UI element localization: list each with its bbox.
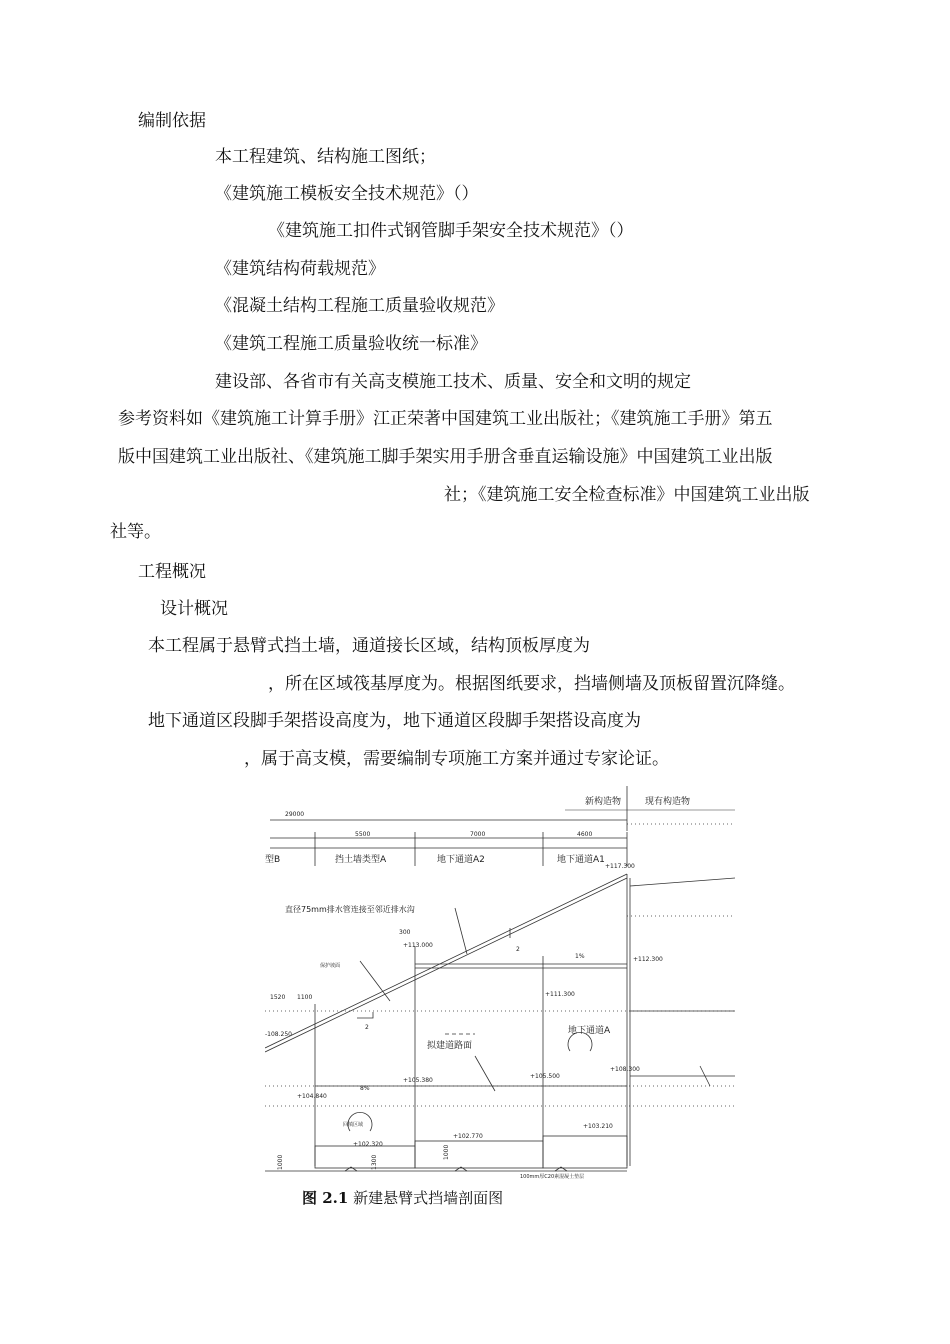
elevation: +104.840 (297, 1093, 327, 1100)
slope-ratio: 2 (365, 1024, 369, 1031)
basis-item: 本工程建筑、结构施工图纸； (215, 147, 436, 167)
small-dim: 1300 (371, 1154, 378, 1170)
slope-ratio: 2 (516, 946, 520, 953)
tunnel-label: 地下通道A (568, 1026, 611, 1036)
drain-note: 直径75mm排水管连接至邻近排水沟 (285, 905, 415, 914)
dim-total: 29000 (285, 811, 305, 818)
elevation: +105.500 (530, 1073, 560, 1080)
grade-label: 8% (360, 1085, 370, 1092)
elevation: +108.300 (610, 1066, 640, 1073)
elevation: +103.210 (583, 1123, 613, 1130)
label-existing-structure: 现有构造物 (645, 797, 691, 807)
reference-line: 社等。 (110, 522, 161, 542)
elevation: +113.000 (403, 942, 433, 949)
overview-paragraph-line: 地下通道区段脚手架搭设高度为，地下通道区段脚手架搭设高度为 (148, 711, 641, 731)
section-heading-overview: 工程概况 (138, 562, 206, 582)
small-dim: 300 (399, 929, 411, 936)
elevation: +105.380 (403, 1077, 433, 1084)
basis-item: 《混凝土结构工程施工质量验收规范》 (215, 296, 504, 316)
elevation: +117.300 (605, 863, 635, 870)
basis-item: 《建筑工程施工质量验收统一标准》 (215, 334, 487, 354)
small-dim: 1000 (277, 1154, 284, 1170)
road-label: 拟建道路面 (427, 1041, 473, 1051)
backfill-label: 回填区域 (343, 1122, 364, 1128)
small-dim: 1000 (443, 1144, 450, 1160)
basis-item: 建设部、各省市有关高支模施工技术、质量、安全和文明的规定 (215, 372, 691, 392)
section-heading-basis: 编制依据 (138, 111, 206, 131)
elevation: -108.250 (265, 1031, 292, 1038)
dim-segment: 7000 (470, 831, 486, 838)
caption-text: 新建悬臂式挡墙剖面图 (353, 1189, 504, 1207)
slope-note: 保护坡面 (320, 963, 341, 969)
dim-segment: 5500 (355, 831, 371, 838)
reference-line: 社；《建筑施工安全检查标准》中国建筑工业出版 (444, 485, 810, 505)
overview-paragraph-line: 本工程属于悬臂式挡土墙，通道接长区域，结构顶板厚度为 (148, 636, 590, 656)
elevation: +102.320 (353, 1141, 383, 1148)
basis-item: 《建筑施工扣件式钢管脚手架安全技术规范》（） (268, 221, 634, 241)
subheading-design: 设计概况 (160, 599, 228, 619)
label-new-structure: 新构造物 (585, 797, 622, 807)
basis-item: 《建筑结构荷载规范》 (215, 259, 385, 279)
section-drawing (265, 786, 735, 1186)
figure-caption (302, 1188, 503, 1208)
zone-label: 挡土墙类型A (335, 855, 387, 865)
grade-label: 1% (575, 953, 585, 960)
caption-number: 图 2.1 (302, 1189, 349, 1207)
zone-label: 型B (265, 855, 281, 865)
overview-paragraph-line: ，属于高支模，需要编制专项施工方案并通过专家论证。 (244, 749, 669, 769)
overview-paragraph-line: ，所在区域筏基厚度为。根据图纸要求，挡墙侧墙及顶板留置沉降缝。 (268, 674, 795, 694)
elevation: +111.300 (545, 991, 575, 998)
reference-line: 版中国建筑工业出版社、《建筑施工脚手架实用手册含垂直运输设施》中国建筑工业出版 (118, 447, 773, 467)
basis-item: 《建筑施工模板安全技术规范》（） (215, 184, 479, 204)
zone-label: 地下通道A1 (557, 855, 605, 865)
zone-label: 地下通道A2 (437, 855, 485, 865)
elevation: +112.300 (633, 956, 663, 963)
small-dim: 1100 (297, 994, 313, 1001)
small-dim: 1520 (270, 994, 286, 1001)
dim-segment: 4600 (577, 831, 593, 838)
bottom-note: 100mm厚C20素混凝土垫层 (520, 1174, 585, 1180)
elevation: +102.770 (453, 1133, 483, 1140)
reference-line: 参考资料如《建筑施工计算手册》江正荣著中国建筑工业出版社；《建筑施工手册》第五 (118, 409, 773, 429)
